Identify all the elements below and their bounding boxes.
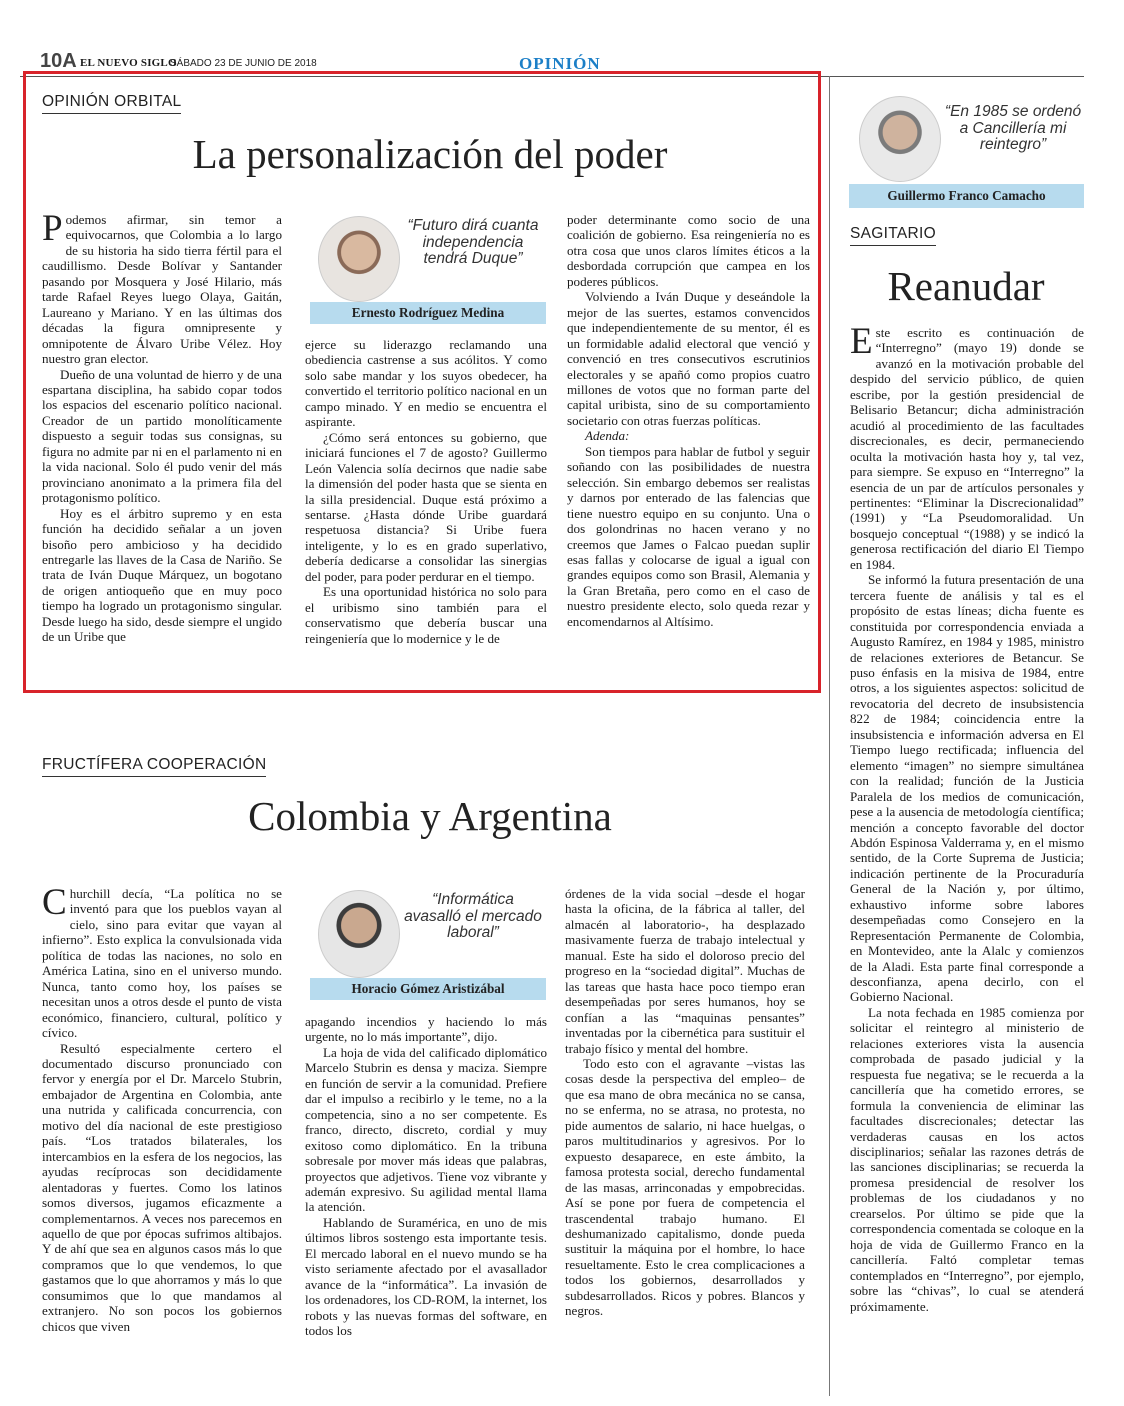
- author-quote: “Futuro dirá cuanta independencia tendrá Duque”: [407, 217, 539, 267]
- paragraph: poder determinante como socio de una coalición de gobierno. Esa reingeniería no es otra cosa que unos claros límites éticos a la desbordada corrupción que campea en los poderes públicos.: [567, 212, 810, 289]
- section-title: OPINIÓN: [519, 54, 601, 73]
- paragraph: apagando incendios y haciendo lo más urgente, no lo más importante”, dijo.: [305, 1014, 547, 1045]
- article1-kicker: OPINIÓN ORBITAL: [42, 93, 181, 114]
- paragraph: Churchill decía, “La política no se inventó para que los pueblos vayan al cielo, sino para evitar que vayan al infierno”. Esto explica la convulsionada vida política de todas las naciones, no solo en América Latina, sino en el universo mundo. Nunca, tanto como hoy, los países se necesitan unos a otros desde el punto de vista económico, financiero, cultural, político y cívico.: [42, 882, 282, 1041]
- author-photo: [318, 890, 400, 978]
- paragraph: ¿Cómo será entonces su gobierno, que iniciará funciones el 7 de agosto? Guillermo León Valencia solía decirnos que nadie sabe la dimensión del poder hasta que se sienta en la silla presidencial. Duque está próximo a sentarse. ¿Hasta dónde Uribe guardará respetuosa distancia? Si Uribe fuera inteligente, y lo es en grado superlativo, debería dedicarse a consolidar las sinergias del poder, para poder perdurar en el tiempo.: [305, 429, 547, 584]
- author-photo: [859, 96, 941, 182]
- paragraph: Se informó la futura presentación de una tercera fuente de análisis y tal es el propósito de estas líneas; dicha fuente es constituida por correspondencia enviada a Augusto Ramírez, en 1984 y 1985, ministro de relaciones exteriores de Betancur. Se puso énfasis en la misiva de 1984, entre otros, a los siguientes aspectos: solicitud de revocatoria del decreto de insubsistencia 822 de 1984; coincidencia entre la insubsistencia e información adversa en El Tiempo luego rectificada; influencia del elemento “imagen” no siempre simultánea con la realidad; función de la Justicia Paralela de los medios de comunicación, pese a la ausencia de metodología científica; mención a concepto favorable del doctor Abdón Espinosa Valderrama y, en el mismo sentido, de la Corte Suprema de Justicia; indicación pertinente de la Procuraduría General de la Nación y, por último, exhaustivo informe sobre labores desempeñadas como Consejero en la Representación Permanente de Colombia, en Montevideo, ante la Alalc y comienzos de la Aladi. Esta parte final corresponde a desconfianza, apena decirlo, con el Gobierno Nacional.: [850, 572, 1084, 1005]
- paragraph: La hoja de vida del calificado diplomático Marcelo Stubrin es densa y maciza. Siempre en función de servir a la comunidad. Prefiere dar el impulso a recibirlo y le teme, no a la competencia, sino a no ser competente. Es franco, directo, discreto, cordial y muy exitoso como diplomático. En la tribuna sobresale por mover más ideas que palabras, proyectos que adjetivos. Tiene voz vibrante y ademán expresivo. Su agilidad mental llama la atención.: [305, 1044, 547, 1215]
- dropcap: P: [42, 208, 63, 249]
- highlight-frame: [23, 71, 821, 693]
- article2-kicker: FRUCTÍFERA COOPERACIÓN: [42, 756, 266, 777]
- article3-title: Reanudar: [887, 263, 1045, 309]
- page-number: 10A: [40, 50, 77, 72]
- column-divider: [829, 76, 830, 1396]
- article1-title: La personalización del poder: [192, 131, 668, 177]
- paragraph: Son tiempos para hablar de futbol y seguir soñando con las posibilidades de nuestra selección. Sin embargo debemos ser realistas y darnos por enterado de las falencias que tiene nuestro equipo en su conjunto. Una o dos golondrinas no hacen verano y no creemos que James o Falcao puedan suplir esas fallas y colocarse de igual a igual con grandes equipos como son Brasil, Alemania y la Gran Bretaña, pero como en el caso de nuestro presidente electo, solo queda rezar y encomendarnos al Altísimo.: [567, 443, 810, 629]
- publication-date: SÁBADO 23 DE JUNIO DE 2018: [170, 58, 317, 69]
- article3-author-box: [849, 92, 1084, 208]
- adenda-label: Adenda:: [585, 428, 630, 444]
- article2-col3: [565, 886, 805, 1319]
- paragraph: La nota fechada en 1985 comienza por solicitar el reintegro al ministerio de relaciones exteriores vista la ausencia comprobada de pasado judicial y la respuesta fue negativa; se le recuerda a la cancillería que ha cometido errores, se formula la conveniencia de eliminar las facultades discrecionales; detectar las verdaderas causas en los actos disciplinarios; señalar las razones detrás de las sanciones disciplinarias; se recuerda la promesa presidencial de resolver los problemas de los ciudadanos y no crearselos. Por último se pide que la correspondencia comentada se coloque en la hoja de vida de Guillermo Franco en la cancillería. Faltó completar temas contemplados en “Interregno”, por ejemplo, sobre las “chivas”, lo cual se atenderá próximamente.: [850, 1004, 1084, 1314]
- author-name: Horacio Gómez Aristizábal: [310, 978, 546, 1000]
- paragraph: ejerce su liderazgo reclamando una obediencia castrense a sus acólitos. Y como solo sabe mandar y los suyos obedecer, ha convertido el territorio político nacional en un campo minado. Y en medio se encuentra el aspirante.: [305, 337, 547, 430]
- dropcap: C: [42, 882, 67, 923]
- paragraph: Podemos afirmar, sin temor a equivocarnos, que Colombia a lo largo de su historia ha sido tierra fértil para el caudillismo. Desde Bolívar y Santander pasando por Mosquera y José Hilario, más tarde Rafael Reyes luego Olaya, Gaitán, Laureano y Mariano. Y en las últimas dos décadas la figura omnipresente y omnipotente de Álvaro Uribe Vélez. Hoy nuestro gran elector.: [42, 208, 282, 367]
- article3-kicker: SAGITARIO: [850, 225, 936, 246]
- article2-col1: [42, 882, 282, 1334]
- paragraph: Hablando de Suramérica, en uno de mis últimos libros sostengo esta importante tesis. El mercado laboral en el nuevo mundo se ha visto seriamente afectado por el avasallador avance de la “informática”. La invasión de los ordenadores, los CD-ROM, la internet, los robots y las nuevas formas del software, en todos los: [305, 1214, 547, 1339]
- article2-col2: [305, 1014, 547, 1339]
- paragraph: Hoy es el árbitro supremo y en esta función ha decidido señalar a un joven bisoño pero ambicioso y ha decidido entregarle las llaves de la Casa de Nariño. Se trata de Iván Duque Márquez, un bogotano de origen antioqueño que en muy poco tiempo ha logrado un protagonismo singular. Desde luego ha sido, desde siempre el ungido de un Uribe que: [42, 505, 282, 645]
- author-quote: “Informática avasalló el mercado laboral”: [404, 891, 542, 941]
- article2-author-box: [310, 886, 546, 1000]
- paragraph: Resultó especialmente certero el documentado discurso pronunciado con fervor y energía por el Dr. Marcelo Stubrin, embajador de Argentina en Colombia, ante una nutrida y calificada concurrencia, con motivo del día nacional de este prestigioso país. “Los tratados bilaterales, los intercambios en la esfera de los negocios, las ayudas recíprocas son decididamente alentadoras y fuertes. Como los latinos somos diversos, jugamos eficazmente a complementarnos. A veces nos parecemos en aquello de que por épocas sufrimos altibajos. Y de ahí que sea en algunos casos más lo que compramos que lo que vendemos, lo que gastamos que lo que ahorramos y más lo que consumimos que lo que mandamos al extranjero. No son pocos los gobiernos chicos que viven: [42, 1040, 282, 1334]
- paragraph: Todo esto con el agravante –vistas las cosas desde la perspectiva del empleo– de que esa mano de obra mecánica no se cansa, no se enferma, no se atrasa, no protesta, no pide aumentos de salario, ni hace huelgas, o paros multitudinarios y agresivos. Por lo expuesto desaparece, en este ámbito, la famosa protesta social, derecho fundamental de las masas, arrinconadas y empobrecidas. Así se pone por fuera de competencia el trascendental trabajo humano. El deshumanizado capitalismo, donde pueda sustituir la máquina por el hombre, lo hace resueltamente. Esto le crea complicaciones a todos los gobiernos, desarrollados y subdesarrollados. Ricos y pobres. Blancos y negros.: [565, 1055, 805, 1319]
- paragraph: Dueño de una voluntad de hierro y de una espartana disciplina, ha sabido copar todos los espacios del escenario político nacional. Creador de un partido monolíticamente dispuesto a seguir todas sus consignas, su figura no admite par ni en el parlamento ni en la vida nacional. Solo él pudo venir del más provinciano anonimato a la primera fila del protagonismo político.: [42, 366, 282, 506]
- author-quote: “En 1985 se ordenó a Cancillería mi reintegro”: [944, 103, 1082, 153]
- article2-title: Colombia y Argentina: [248, 793, 612, 839]
- author-name: Guillermo Franco Camacho: [849, 184, 1084, 208]
- publication-name: EL NUEVO SIGLO: [80, 57, 177, 69]
- dropcap: E: [850, 321, 873, 362]
- paragraph: órdenes de la vida social –desde el hogar hasta la oficina, de la fábrica al taller, del almacén al laboratorio-, ha desplazado masivamente fuerza de trabajo intelectual y manual. Este ha sido el doloroso precio del progreso en la “sociedad digital”. Muchas de las tareas que hasta hace poco tiempo eran desempeñadas por seres humanos, hoy se confían a las “maquinas pensantes” inventadas por la cibernética para sustituir el trabajo físico y mental del hombre.: [565, 886, 805, 1056]
- paragraph: Es una oportunidad histórica no solo para el uribismo sino también para el conservatismo que debería buscar una reingeniería que lo modernice y le de: [305, 584, 547, 646]
- article3-body: [850, 321, 1084, 1314]
- paragraph: Volviendo a Iván Duque y deseándole la mejor de las suertes, estamos convencidos que independientemente de su mentor, él es un formidable adalid electoral que venció y convenció en tres consecutivos escrutinios electorales y se apañó como propios cuatro millones de votos que no forman parte del capital uribista, sino de su comportamiento societario con otras fuerzas políticas.: [567, 289, 810, 428]
- paragraph: Este escrito es continuación de “Interregno” (mayo 19) donde se avanzó en la motivación probable del despido del servicio público, de quien escribe, por la gestión presidencial de Belisario Betancur; dicha administración acudió al procedimiento de las facultades discrecionales, es decir, permaneciendo oculta la motivación hasta hoy y, tal vez, para siempre. Se expuso en “Interregno” la esencia de un par de artículos personales y pertinentes: “Eliminar la Discrecionalidad” (1991) y “La Pseudomoralidad. Un bosquejo conceptual “(1988) y se indicó la generosa rectificación del diario El Tiempo en 1984.: [850, 321, 1084, 572]
- author-name: Ernesto Rodríguez Medina: [310, 302, 546, 324]
